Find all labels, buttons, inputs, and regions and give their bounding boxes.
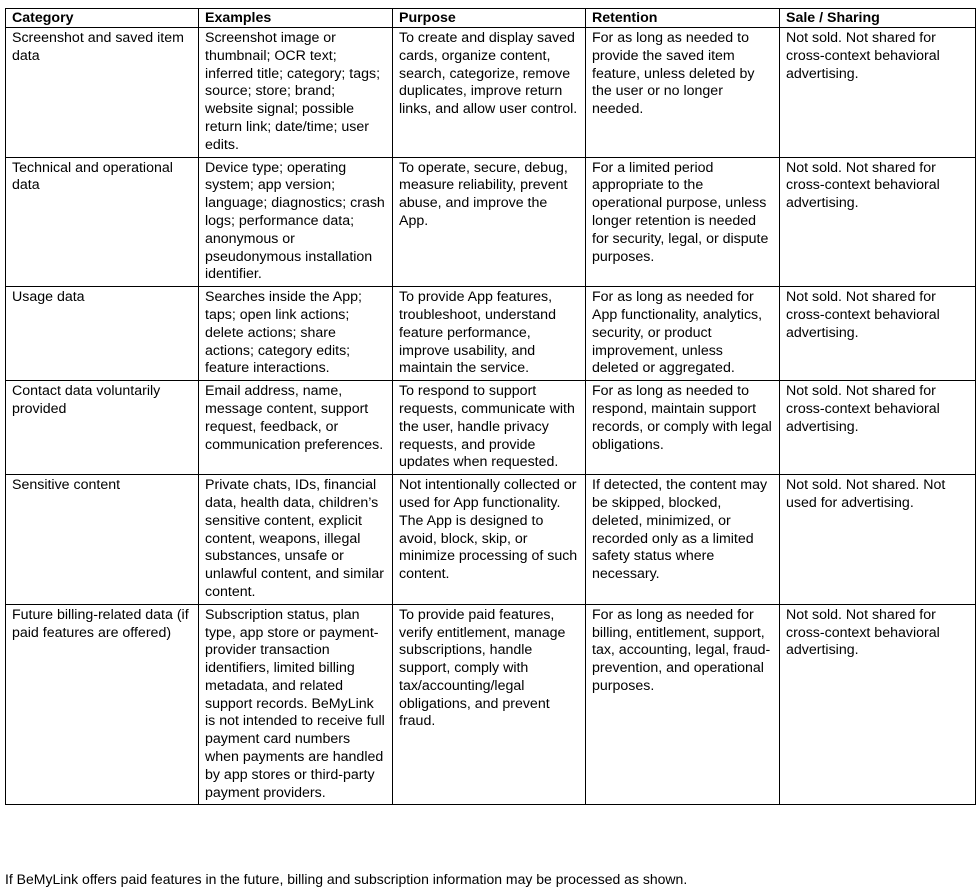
header-sale-sharing: Sale / Sharing: [780, 9, 976, 28]
header-retention: Retention: [586, 9, 780, 28]
cell-retention: If detected, the content may be skipped, blocked, deleted, minimized, or recorded only as a limited safety status where necessary.: [586, 475, 780, 605]
cell-examples: Email address, name, message content, support request, feedback, or communication preferences.: [199, 381, 393, 475]
cell-retention: For as long as needed for billing, entitlement, support, tax, accounting, legal, fraud-prevention, and operational purposes.: [586, 604, 780, 805]
table-header-row: [6, 9, 976, 28]
cell-retention: For as long as needed to respond, maintain support records, or comply with legal obligations.: [586, 381, 780, 475]
table-row: [6, 287, 976, 381]
table-row: [6, 475, 976, 605]
cell-retention: For a limited period appropriate to the operational purpose, unless longer retention is needed for security, legal, or dispute purposes.: [586, 157, 780, 287]
cell-purpose: To respond to support requests, communicate with the user, handle privacy requests, and provide updates when requested.: [393, 381, 586, 475]
cell-category: Sensitive content: [6, 475, 199, 605]
cell-examples: Private chats, IDs, financial data, health data, children’s sensitive content, explicit content, weapons, illegal substances, unsafe or unlawful content, and similar content.: [199, 475, 393, 605]
data-categories-table: [5, 8, 976, 805]
table-row: [6, 381, 976, 475]
cell-category: Screenshot and saved item data: [6, 28, 199, 158]
cell-examples: Searches inside the App; taps; open link actions; delete actions; share actions; category edits; feature interactions.: [199, 287, 393, 381]
cell-sharing: Not sold. Not shared for cross-context behavioral advertising.: [780, 287, 976, 381]
cell-retention: For as long as needed for App functionality, analytics, security, or product improvement, unless deleted or aggregated.: [586, 287, 780, 381]
cell-sharing: Not sold. Not shared for cross-context behavioral advertising.: [780, 28, 976, 158]
cell-purpose: Not intentionally collected or used for App functionality. The App is designed to avoid, block, skip, or minimize processing of such content.: [393, 475, 586, 605]
cell-examples: Device type; operating system; app version; language; diagnostics; crash logs; performance data; anonymous or pseudonymous installation identifier.: [199, 157, 393, 287]
cell-purpose: To create and display saved cards, organize content, search, categorize, remove duplicates, improve return links, and allow user control.: [393, 28, 586, 158]
cell-purpose: To provide App features, troubleshoot, understand feature performance, improve usability, and maintain the service.: [393, 287, 586, 381]
cell-examples: Screenshot image or thumbnail; OCR text; inferred title; category; tags; source; store; brand; website signal; possible return link; date/time; user edits.: [199, 28, 393, 158]
cell-category: Usage data: [6, 287, 199, 381]
cell-sharing: Not sold. Not shared. Not used for advertising.: [780, 475, 976, 605]
cell-purpose: To provide paid features, verify entitlement, manage subscriptions, handle support, comply with tax/accounting/legal obligations, and prevent fraud.: [393, 604, 586, 805]
cell-sharing: Not sold. Not shared for cross-context behavioral advertising.: [780, 381, 976, 475]
table-row: [6, 604, 976, 805]
cell-retention: For as long as needed to provide the saved item feature, unless deleted by the user or no longer needed.: [586, 28, 780, 158]
document-page: [5, 8, 975, 805]
header-category: Category: [6, 9, 199, 28]
footnote-text: If BeMyLink offers paid features in the future, billing and subscription information may be processed as shown.: [5, 871, 688, 887]
cell-examples: Subscription status, plan type, app store or payment-provider transaction identifiers, limited billing metadata, and related support records. BeMyLink is not intended to receive full payment card numbers when payments are handled by app stores or third-party payment providers.: [199, 604, 393, 805]
header-purpose: Purpose: [393, 9, 586, 28]
cell-category: Technical and operational data: [6, 157, 199, 287]
cell-sharing: Not sold. Not shared for cross-context behavioral advertising.: [780, 157, 976, 287]
table-row: [6, 157, 976, 287]
header-examples: Examples: [199, 9, 393, 28]
cell-purpose: To operate, secure, debug, measure reliability, prevent abuse, and improve the App.: [393, 157, 586, 287]
cell-sharing: Not sold. Not shared for cross-context behavioral advertising.: [780, 604, 976, 805]
table-row: [6, 28, 976, 158]
cell-category: Contact data voluntarily provided: [6, 381, 199, 475]
cell-category: Future billing-related data (if paid features are offered): [6, 604, 199, 805]
